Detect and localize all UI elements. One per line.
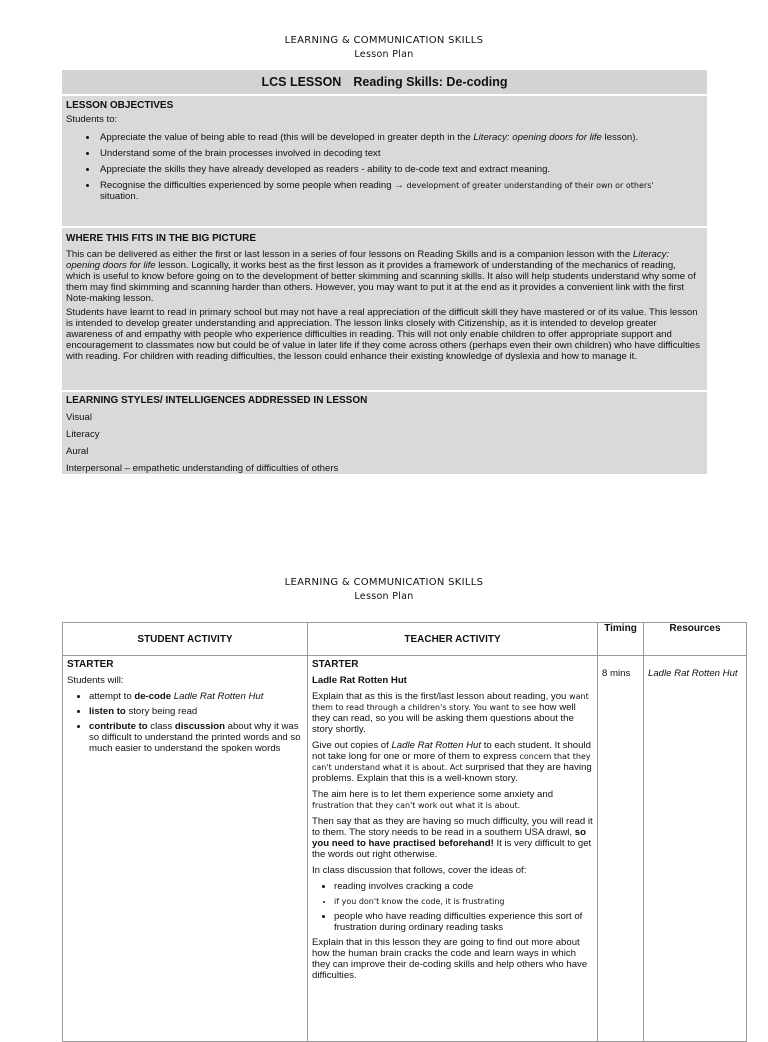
header-subtitle: Lesson Plan <box>354 49 414 60</box>
big-picture-section <box>62 228 707 390</box>
column-header-student: STUDENT ACTIVITY <box>63 623 308 656</box>
teacher-paragraph: In class discussion that follows, cover the ideas of: <box>312 865 527 876</box>
big-picture-paragraph-2: Students have learnt to read in primary school but may not have a real appreciation of the difficult skill they have mastered or of its value. This lesson is intended to develop greater understanding and appreciation. The lesson links closely with Citizenship, as it is intended to develop greater awareness of and empathy with people who experience difficulties in reading. This will not only enable children to offer appropriate support and encouragement to classmates now but could be of value in later life if they come across others (perhaps even their own children) who have difficulties with reading. For children with reading difficulties, the lesson could enhance their existing knowledge of dyslexia and how to manage it. <box>66 307 700 362</box>
header-title: LEARNING & COMMUNICATION SKILLS <box>284 35 484 46</box>
objectives-heading: LESSON OBJECTIVES <box>66 100 174 111</box>
table-header-row <box>63 623 747 656</box>
lesson-title-bar <box>62 70 707 94</box>
table-row <box>63 656 747 1042</box>
column-header-timing: Timing <box>598 623 644 656</box>
big-picture-heading: WHERE THIS FITS IN THE BIG PICTURE <box>66 233 257 244</box>
teacher-activity-cell <box>308 656 598 1042</box>
teacher-bullet: • reading involves cracking a code <box>334 881 593 892</box>
objective-item: • Appreciate the value of being able to read (this will be developed in greater depth in the Literacy: opening doors for life lesson). <box>98 132 703 143</box>
teacher-paragraph: Give out copies of Ladle Rat Rotten Hut to each student. It should not take long for one or more of them to express concern that they can't understand what it is about. Act surprised that they are having problems. Explain that this is a well-known story. <box>312 740 592 784</box>
learning-style-item: Literacy <box>66 429 100 440</box>
teacher-paragraph: Explain that as this is the first/last lesson about reading, you want them to read through a children's story. You want to see how well they can read, so you will be asking them questions about the story shortly. <box>312 691 589 735</box>
lesson-plan-table <box>62 622 747 1042</box>
column-header-resources: Resources <box>644 623 747 656</box>
header-subtitle: Lesson Plan <box>354 591 414 602</box>
teacher-paragraph: The aim here is to let them experience some anxiety and frustration that they can't work out what it is about. <box>312 789 554 810</box>
teacher-starter-heading: STARTER <box>312 659 359 670</box>
student-activity-cell <box>63 656 308 1042</box>
objective-item: • Understand some of the brain processes involved in decoding text <box>98 148 703 159</box>
objectives-section <box>62 96 707 226</box>
resources-cell <box>644 656 747 1042</box>
teacher-paragraph: Then say that as they are having so much difficulty, you will read it to them. The story needs to be read in a southern USA drawl, so you need to have practised beforehand! It is very difficult to get the words out right otherwise. <box>312 816 593 860</box>
column-header-teacher: TEACHER ACTIVITY <box>308 623 598 656</box>
teacher-bullet: • if you don't know the code, it is frustrating <box>334 896 593 907</box>
student-starter-heading: STARTER <box>67 659 114 670</box>
student-activity-item: • contribute to class discussion about why it was so difficult to understand the printed words and so much easier to understand the spoken words <box>89 721 303 754</box>
teacher-subheading: Ladle Rat Rotten Hut <box>312 675 407 686</box>
student-activity-item: • listen to story being read <box>89 706 303 717</box>
page1-header <box>0 34 768 62</box>
learning-style-item: Interpersonal – empathetic understanding of difficulties of others <box>66 463 339 474</box>
teacher-bullet: • people who have reading difficulties experience this sort of frustration during ordinary reading tasks <box>334 911 593 933</box>
timing-cell: 8 mins <box>598 656 644 1042</box>
objective-item: • Appreciate the skills they have already developed as readers - ability to de-code text and extract meaning. <box>98 164 703 175</box>
student-activity-item: • attempt to de-code Ladle Rat Rotten Hut <box>89 691 303 702</box>
lesson-title: Reading Skills: De-coding <box>353 75 508 89</box>
page2-header <box>0 576 768 604</box>
objective-item: • Recognise the difficulties experienced by some people when reading → development of greater understanding of their own or others' situation. <box>98 180 703 202</box>
teacher-paragraph: Explain that in this lesson they are going to find out more about how the human brain cracks the code and learn ways in which they can improve their de-coding skills and help others who have difficulties. <box>312 937 588 981</box>
learning-styles-heading: LEARNING STYLES/ INTELLIGENCES ADDRESSED IN LESSON <box>66 395 368 406</box>
learning-styles-section <box>62 392 707 474</box>
learning-style-item: Visual <box>66 412 92 423</box>
lesson-code: LCS LESSON <box>261 75 342 89</box>
resources-item: Ladle Rat Rotten Hut <box>648 668 738 679</box>
learning-style-item: Aural <box>66 446 89 457</box>
student-intro: Students will: <box>67 675 124 686</box>
big-picture-paragraph-1: This can be delivered as either the first or last lesson in a series of four lessons on Reading Skills and is a companion lesson with the Literacy: opening doors for life lesson. Logically, it works best as the first lesson as it provides a framework of understanding of the mechanics of reading, which is useful to know before going on to the development of better skimming and scanning skills. It also will help students understand why some of them may find skimming and scanning harder than others. However, you may want to put it at the end as it provides a convenient link with the first Note-making lesson. <box>66 249 696 304</box>
header-title: LEARNING & COMMUNICATION SKILLS <box>284 577 484 588</box>
objectives-intro: Students to: <box>66 114 118 125</box>
